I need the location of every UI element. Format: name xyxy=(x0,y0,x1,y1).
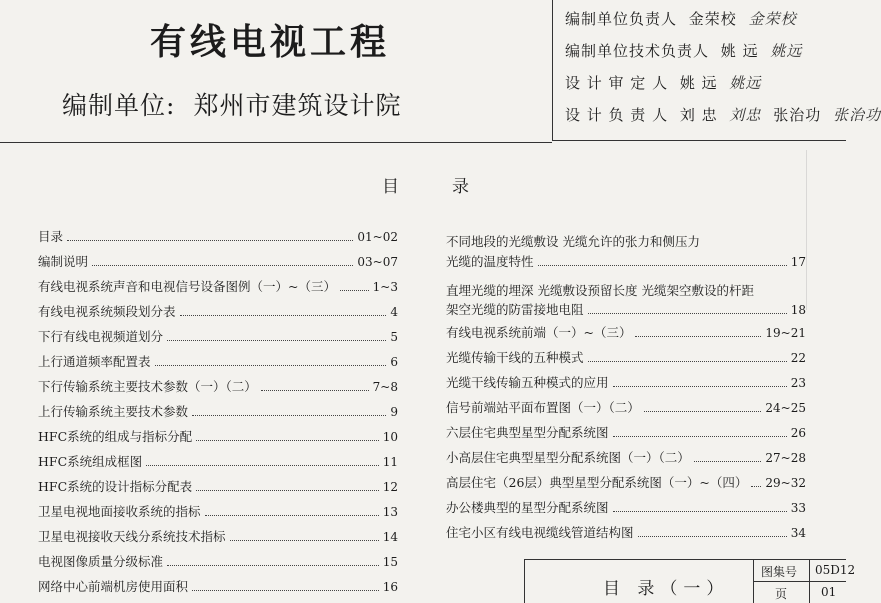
toc-entry-page: 34 xyxy=(790,526,806,540)
toc-entry-page: 29~32 xyxy=(765,476,806,490)
leader-dots xyxy=(613,511,787,512)
toc-entry[interactable] xyxy=(446,448,806,466)
toc-entry[interactable] xyxy=(446,473,806,491)
leader-dots xyxy=(340,290,369,291)
leader-dots xyxy=(644,411,762,412)
toc-entry[interactable] xyxy=(446,300,806,318)
responsibility-name: 姚 远 xyxy=(679,74,718,92)
leader-dots xyxy=(538,265,787,266)
toc-entry-label: 住宅小区有线电视缆线管道结构图 xyxy=(446,525,634,540)
toc-entry[interactable] xyxy=(446,423,806,441)
toc-entry[interactable] xyxy=(446,348,806,366)
toc-entry-page: 6 xyxy=(390,355,398,369)
toc-entry-label: 有线电视系统声音和电视信号设备图例（一）~（三） xyxy=(38,279,336,294)
toc-heading-left: 目 xyxy=(382,177,399,197)
leader-dots xyxy=(180,315,387,316)
toc-entry-page: 4 xyxy=(390,305,398,319)
toc-entry-page: 18 xyxy=(790,303,806,317)
toc-group-line: 不同地段的光缆敷设 光缆允许的张力和侧压力 xyxy=(446,234,700,249)
signature: 姚远 xyxy=(770,42,803,60)
toc-entry-label: 卫星电视地面接收系统的指标 xyxy=(38,504,201,519)
responsibility-role: 编制单位负责人 xyxy=(565,10,678,28)
leader-dots xyxy=(67,240,353,241)
organization-name: 郑州市建筑设计院 xyxy=(193,91,402,120)
toc-entry-label: 光缆的温度特性 xyxy=(446,254,534,269)
toc-entry-page: 26 xyxy=(790,426,806,440)
toc-entry-page: 13 xyxy=(382,505,398,519)
toc-entry-label: 有线电视系统频段划分表 xyxy=(38,304,176,319)
leader-dots xyxy=(588,313,787,314)
toc-entry-label: 光缆传输干线的五种模式 xyxy=(446,350,584,365)
toc-entry[interactable] xyxy=(446,398,806,416)
responsibility-role: 编制单位技术负责人 xyxy=(565,42,710,60)
toc-entry[interactable] xyxy=(38,552,398,570)
leader-dots xyxy=(155,365,387,366)
responsibility-name: 金荣校 xyxy=(688,10,737,28)
signature: 金荣校 xyxy=(748,10,797,28)
toc-entry-page: 33 xyxy=(790,501,806,515)
leader-dots xyxy=(192,590,379,591)
toc-entry[interactable] xyxy=(38,277,398,295)
margin-strip xyxy=(806,150,845,310)
signature: 姚远 xyxy=(729,74,762,92)
toc-entry[interactable] xyxy=(446,498,806,516)
leader-dots xyxy=(751,486,761,487)
toc-entry-label: 六层住宅典型星型分配系统图 xyxy=(446,425,609,440)
leader-dots xyxy=(261,390,369,391)
leader-dots xyxy=(635,336,761,337)
leader-dots xyxy=(196,440,379,441)
toc-entry-label: 目录 xyxy=(38,229,64,244)
toc-entry-page: 10 xyxy=(382,430,398,444)
toc-entry-label: 信号前端站平面布置图（一）（二） xyxy=(446,400,640,415)
toc-entry-label: 网络中心前端机房使用面积 xyxy=(38,579,189,594)
toc-entry-label: 光缆干线传输五种模式的应用 xyxy=(446,375,609,390)
toc-entry-page: 5 xyxy=(390,330,398,344)
responsibility-name: 姚 远 xyxy=(720,42,759,60)
leader-dots xyxy=(613,436,787,437)
header-divider xyxy=(0,142,552,143)
page-number: 01 xyxy=(821,585,837,599)
toc-entry[interactable] xyxy=(38,377,398,395)
toc-entry-label: 下行有线电视频道划分 xyxy=(38,329,164,344)
toc-entry-page: 19~21 xyxy=(765,326,806,340)
responsibility-row xyxy=(565,72,761,93)
toc-entry-label: 小高层住宅典型星型分配系统图（一）（二） xyxy=(446,450,690,465)
leader-dots xyxy=(613,386,787,387)
toc-entry[interactable] xyxy=(446,252,806,270)
leader-dots xyxy=(167,565,379,566)
toc-entry-label: 上行通道频率配置表 xyxy=(38,354,151,369)
toc-entry[interactable] xyxy=(38,302,398,320)
toc-entry-page: 7~8 xyxy=(372,380,398,394)
toc-entry-label: HFC系统的设计指标分配表 xyxy=(38,479,193,494)
toc-group-line: 直埋光缆的埋深 光缆敷设预留长度 光缆架空敷设的杆距 xyxy=(446,283,754,298)
leader-dots xyxy=(192,415,386,416)
toc-entry[interactable] xyxy=(38,402,398,420)
toc-entry-page: 17 xyxy=(790,255,806,269)
toc-heading-right: 录 xyxy=(452,177,469,197)
toc-entry-page: 9 xyxy=(390,405,398,419)
toc-entry[interactable] xyxy=(38,452,398,470)
toc-entry[interactable] xyxy=(38,477,398,495)
toc-entry[interactable] xyxy=(446,523,806,541)
toc-entry-page: 14 xyxy=(382,530,398,544)
toc-entry-page: 27~28 xyxy=(765,451,806,465)
toc-entry-label: 有线电视系统前端（一）~（三） xyxy=(446,325,632,340)
responsibility-role: 设 计 审 定 人 xyxy=(565,74,669,92)
title-block xyxy=(524,559,856,603)
toc-entry[interactable] xyxy=(38,577,398,595)
toc-entry-label: 编制说明 xyxy=(38,254,89,269)
atlas-number: 05D12 xyxy=(815,563,856,577)
toc-entry-page: 16 xyxy=(382,580,398,594)
toc-entry[interactable] xyxy=(446,373,806,391)
leader-dots xyxy=(588,361,787,362)
leader-dots xyxy=(638,536,787,537)
leader-dots xyxy=(196,490,379,491)
toc-entry-page: 24~25 xyxy=(765,401,806,415)
toc-entry-page: 23 xyxy=(790,376,806,390)
responsibility-name-2: 张治功 xyxy=(773,106,822,124)
toc-entry[interactable] xyxy=(38,352,398,370)
responsibility-role: 设 计 负 责 人 xyxy=(565,106,669,124)
toc-entry[interactable] xyxy=(38,427,398,445)
signature-2: 张治功 xyxy=(833,106,881,124)
sheet-name: 目 录（一） xyxy=(603,579,730,599)
divider xyxy=(753,581,846,582)
toc-entry-page: 15 xyxy=(382,555,398,569)
toc-entry-label: HFC系统的组成与指标分配 xyxy=(38,429,193,444)
toc-entry-page: 11 xyxy=(382,455,398,469)
responsibility-box xyxy=(552,0,881,141)
toc-entry-page: 1~3 xyxy=(372,280,398,294)
toc-entry-page: 01~02 xyxy=(357,230,398,244)
leader-dots xyxy=(146,465,379,466)
toc-entry-label: 电视图像质量分级标准 xyxy=(38,554,164,569)
toc-entry-label: HFC系统组成框图 xyxy=(38,454,143,469)
toc-entry-page: 22 xyxy=(790,351,806,365)
toc-entry-page: 03~07 xyxy=(357,255,398,269)
toc-entry[interactable] xyxy=(446,323,806,341)
toc-entry-label: 下行传输系统主要技术参数（一）（二） xyxy=(38,379,257,394)
toc-entry[interactable] xyxy=(38,327,398,345)
toc-entry-label: 办公楼典型的星型分配系统图 xyxy=(446,500,609,515)
organization-line xyxy=(62,86,401,122)
leader-dots xyxy=(167,340,386,341)
document-title: 有线电视工程 xyxy=(150,21,391,63)
toc-entry-label: 高层住宅（26层）典型星型分配系统图（一）~（四） xyxy=(446,475,748,490)
toc-entry[interactable] xyxy=(38,527,398,545)
toc-entry[interactable] xyxy=(38,252,398,270)
toc-entry-label: 卫星电视接收天线分系统技术指标 xyxy=(38,529,226,544)
responsibility-row xyxy=(565,40,802,61)
leader-dots xyxy=(205,515,379,516)
responsibility-row xyxy=(565,8,797,29)
leader-dots xyxy=(694,461,762,462)
atlas-number-label: 图集号 xyxy=(761,565,798,579)
responsibility-name: 刘 忠 xyxy=(679,106,718,124)
toc-entry[interactable] xyxy=(38,227,398,245)
organization-label: 编制单位: xyxy=(62,91,176,120)
leader-dots xyxy=(92,265,353,266)
responsibility-row xyxy=(565,104,881,125)
toc-entry-label: 架空光缆的防雷接地电阻 xyxy=(446,302,584,317)
signature: 刘忠 xyxy=(729,106,762,124)
toc-entry-page: 12 xyxy=(382,480,398,494)
toc-entry[interactable] xyxy=(38,502,398,520)
page-label: 页 xyxy=(775,587,788,601)
toc-entry-label: 上行传输系统主要技术参数 xyxy=(38,404,189,419)
leader-dots xyxy=(230,540,379,541)
